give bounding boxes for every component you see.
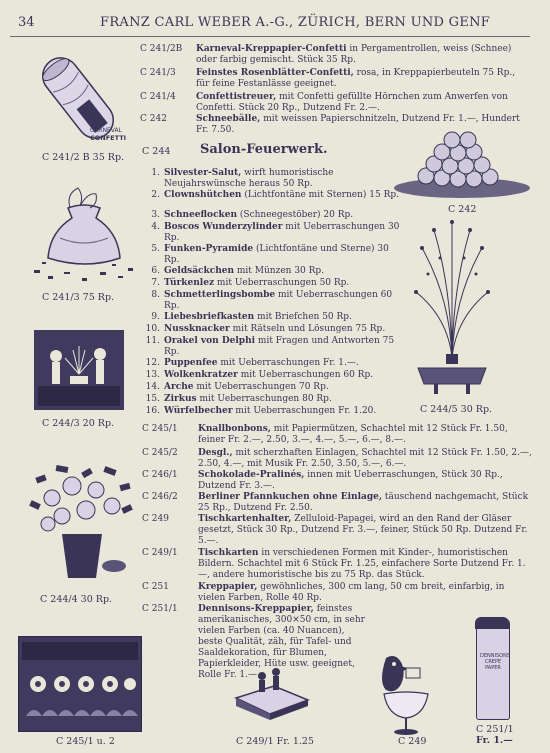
item-title: Schneeflocken bbox=[164, 210, 238, 220]
entry-code: C 249/1 bbox=[142, 548, 178, 558]
paper-roll-label: DENNISONS CREPE PAPER bbox=[480, 653, 510, 671]
entry-code: C 242 bbox=[140, 114, 167, 124]
entry-title: Tischkartenhalter, bbox=[198, 514, 292, 524]
page-title: FRANZ CARL WEBER A.-G., ZÜRICH, BERN UND GENF bbox=[100, 15, 491, 30]
entry-code: C 251/1 bbox=[142, 604, 178, 614]
item-number: 5. bbox=[151, 244, 160, 254]
entry-code: C 251 bbox=[142, 582, 169, 592]
entry-text: mit weissen Papierschnitzeln, Dutzend Fr. 1.—, Hundert Fr. 7.50. bbox=[196, 114, 520, 135]
item-title: Nussknacker bbox=[164, 324, 230, 334]
snowballs-illustration bbox=[392, 128, 532, 200]
entry-code: C 245/2 bbox=[142, 448, 178, 458]
entry-code: C 246/2 bbox=[142, 492, 178, 502]
entry-code: C 241/2B bbox=[140, 44, 183, 54]
page-header bbox=[10, 12, 530, 37]
entry-text: mit scherzhaften Einlagen, Schachtel mit 12 Stück Fr. 1.50, 2.—, 2.50, 4.—, mit Musik Fr. 2.50, 3.50, 5.—, 6.—. bbox=[198, 448, 532, 469]
item-number: 14. bbox=[145, 382, 160, 392]
crepe-paper-box-illustration bbox=[18, 636, 142, 732]
caption-c244-3: C 244/3 20 Rp. bbox=[42, 418, 115, 429]
item-title: Arche bbox=[164, 382, 194, 392]
item-text: mit Münzen 30 Rp. bbox=[234, 266, 325, 276]
item-number: 13. bbox=[145, 370, 160, 380]
item-title: Puppenfee bbox=[164, 358, 218, 368]
entry-code: C 241/3 bbox=[140, 68, 176, 78]
item-text: mit Rätseln und Lösungen 75 Rp. bbox=[229, 324, 386, 334]
entry-text: innen mit Ueberraschungen, Stück 30 Rp., Dutzend Fr. 3.—. bbox=[198, 470, 503, 491]
item-text: mit Ueberraschungen 30 Rp. bbox=[164, 222, 400, 243]
entry-title: Karneval-Kreppapier-Confetti bbox=[196, 44, 347, 54]
entry-code: C 245/1 bbox=[142, 424, 178, 434]
caption-c244-5: C 244/5 30 Rp. bbox=[420, 404, 493, 415]
item-number: 11. bbox=[145, 336, 160, 346]
item-number: 9. bbox=[151, 312, 160, 322]
item-text: mit Ueberraschungen 70 Rp. bbox=[193, 382, 329, 392]
item-text: mit Ueberraschungen Fr. 1.20. bbox=[232, 406, 377, 416]
entry-text: Zelluloid-Papagei, wird an den Rand der Gläser gesetzt, Stück 30 Rp., Dutzend Fr. 3.—, feiner, Stück 50 Rp. Dutzend Fr. 5.—. bbox=[198, 514, 528, 546]
caption-c241-3: C 241/3 75 Rp. bbox=[42, 292, 115, 303]
entry-title: Desgl., bbox=[198, 448, 233, 458]
confetti-bag-illustration bbox=[28, 178, 140, 286]
item-text: (Schneegestöber) 20 Rp. bbox=[237, 210, 354, 220]
item-number: 16. bbox=[145, 406, 160, 416]
entry-title: Confettistreuer, bbox=[196, 92, 277, 102]
item-text: (Lichtfontäne und Sterne) 30 Rp. bbox=[164, 244, 389, 265]
item-number: 7. bbox=[151, 278, 160, 288]
item-title: Liebesbriefkasten bbox=[164, 312, 255, 322]
entry-text: mit Papiermützen, Schachtel mit 12 Stück Fr. 1.50, feiner Fr. 2.—, 2.50, 3.—, 4.—, 5.—, 6.—, 8.—. bbox=[198, 424, 508, 445]
item-number: 1. bbox=[151, 168, 160, 178]
item-title: Wolkenkratzer bbox=[164, 370, 238, 380]
item-title: Geldsäckchen bbox=[164, 266, 235, 276]
item-number: 15. bbox=[145, 394, 160, 404]
item-text: mit Ueberraschungen 60 Rp. bbox=[237, 370, 374, 380]
item-number: 12. bbox=[145, 358, 160, 368]
item-text: mit Ueberraschungen 80 Rp. bbox=[196, 394, 332, 404]
caption-c249-1: C 249/1 Fr. 1.25 bbox=[236, 736, 314, 747]
bouquet-illustration bbox=[26, 462, 138, 586]
tube-label-line1: CARNEVAL bbox=[90, 127, 122, 134]
caption-c242: C 242 bbox=[448, 204, 477, 215]
caption-c251-1 bbox=[476, 724, 514, 746]
caption-c251-1-code: C 251/1 bbox=[476, 724, 514, 735]
item-text: (Lichtfontäne mit Sternen) 15 Rp. bbox=[241, 190, 399, 200]
item-title: Orakel von Delphi bbox=[164, 336, 256, 346]
salon-section bbox=[142, 144, 408, 414]
tube-label-line2: CONFETTI bbox=[90, 134, 127, 142]
item-text: mit Ueberraschungen 60 Rp. bbox=[164, 290, 393, 311]
item-title: Türkenlez bbox=[164, 278, 215, 288]
entry-text: rosa, in Kreppapierbeuteln 75 Rp., für feine Festanlässe geeignet. bbox=[196, 68, 516, 89]
entry-title: Schokolade-Pralinés, bbox=[198, 470, 305, 480]
entry-text: in Pergamentrollen, weiss (Schnee) oder farbig gemischt. Stück 35 Rp. bbox=[196, 44, 512, 65]
caption-c249: C 249 bbox=[398, 736, 427, 747]
fountain-firework-illustration bbox=[412, 218, 492, 396]
entry-title: Tischkarten bbox=[198, 548, 259, 558]
entry-title: Dennisons-Kreppapier, bbox=[198, 604, 314, 614]
entry-title: Berliner Pfannkuchen ohne Einlage, bbox=[198, 492, 382, 502]
entry-code: C 246/1 bbox=[142, 470, 178, 480]
item-number: 10. bbox=[145, 324, 160, 334]
page-number: 34 bbox=[18, 15, 35, 30]
entry-title: Feinstes Rosenblätter-Confetti, bbox=[196, 68, 354, 78]
item-title: Würfelbecher bbox=[164, 406, 233, 416]
entry-title: Schneebälle, bbox=[196, 114, 261, 124]
entry-text: gewöhnliches, 300 cm lang, 50 cm breit, einfarbig, in vielen Farben, Rolle 40 Rp. bbox=[198, 582, 505, 603]
item-text: wirft humoristische Neujahrswünsche heraus 50 Rp. bbox=[164, 168, 334, 189]
item-number: 8. bbox=[151, 290, 160, 300]
entry-text: feinstes amerikanisches, 300×50 cm, in sehr vielen Farben (ca. 40 Nuancen), beste Qualität, zäh, für Tafel- und Saaldekoration, für Blumen, Papierkleider, Hüte usw. geeignet, Rolle Fr. 1.—. bbox=[198, 604, 365, 680]
item-number: 2. bbox=[151, 190, 160, 200]
item-title: Schmetterlingsbombe bbox=[164, 290, 276, 300]
item-title: Funken-Pyramide bbox=[164, 244, 254, 254]
item-number: 4. bbox=[151, 222, 160, 232]
caption-c244-4: C 244/4 30 Rp. bbox=[40, 594, 113, 605]
parrot-glass-illustration bbox=[372, 652, 440, 736]
entry-title: Kreppapier, bbox=[198, 582, 258, 592]
salon-code: C 244 bbox=[142, 146, 171, 157]
item-title: Silvester-Salut, bbox=[164, 168, 242, 178]
item-text: mit Briefchen 50 Rp. bbox=[254, 312, 352, 322]
item-text: mit Ueberraschungen Fr. 1.—. bbox=[217, 358, 359, 368]
salon-title: Salon-Feuerwerk. bbox=[200, 142, 328, 157]
item-title: Boscos Wunderzylinder bbox=[164, 222, 283, 232]
confetti-tube-illustration bbox=[28, 52, 128, 144]
caption-c245: C 245/1 u. 2 bbox=[56, 736, 115, 747]
item-text: mit Fragen und Antworten 75 Rp. bbox=[164, 336, 395, 357]
item-text: mit Ueberraschungen 50 Rp. bbox=[214, 278, 350, 288]
entry-text: mit Confetti gefüllte Hörnchen zum Anwerfen von Confetti. Stück 20 Rp., Dutzend Fr. 2.—. bbox=[196, 92, 508, 113]
caption-c251-1-price: Fr. 1.— bbox=[476, 735, 513, 746]
item-title: Zirkus bbox=[164, 394, 197, 404]
fireworks-scene-illustration bbox=[34, 330, 124, 410]
item-title: Clownshütchen bbox=[164, 190, 242, 200]
item-number: 3. bbox=[151, 210, 160, 220]
entry-title: Knallbonbons, bbox=[198, 424, 271, 434]
salon-heading bbox=[142, 144, 442, 160]
top-entries bbox=[140, 44, 532, 134]
caption-c241-2b: C 241/2 B 35 Rp. bbox=[42, 152, 125, 163]
entry-text: täuschend nachgemacht, Stück 25 Rp., Dutzend Fr. 2.50. bbox=[198, 492, 529, 513]
entry-code: C 241/4 bbox=[140, 92, 176, 102]
entry-text: in verschiedenen Formen mit Kinder-, humoristischen Bildern. Schachtel mit 6 Stück Fr. 1.25, einfachere Sorte Dutzend Fr. 1.—, andere humoristische bis zu 75 Rp. das Stück. bbox=[198, 548, 526, 580]
item-number: 6. bbox=[151, 266, 160, 276]
entry-code: C 249 bbox=[142, 514, 169, 524]
